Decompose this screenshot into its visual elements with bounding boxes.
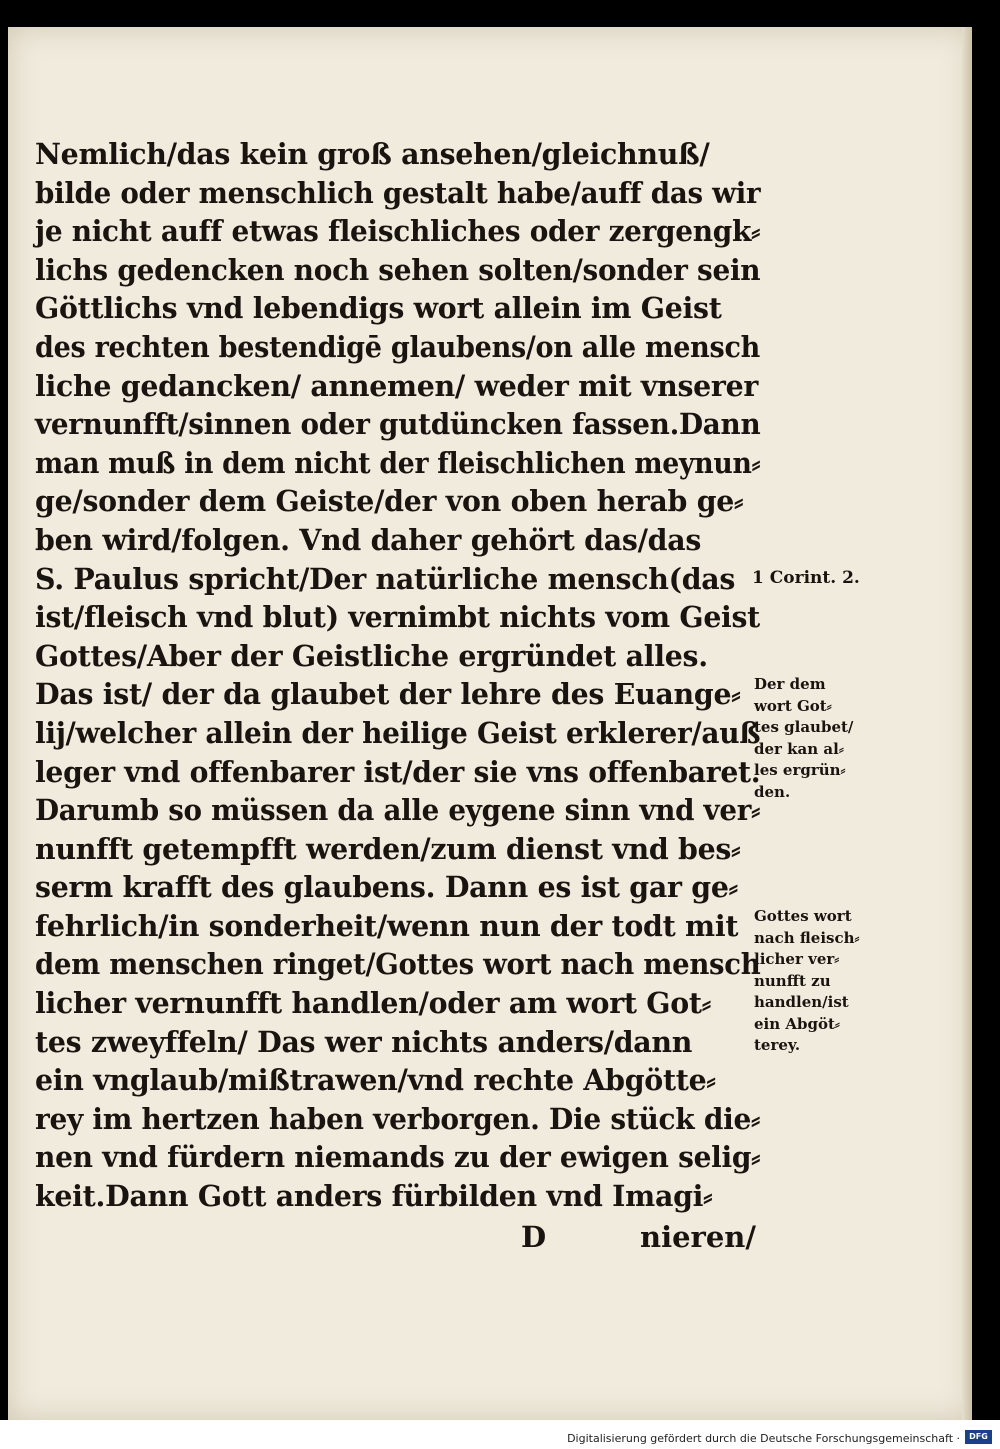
dfg-logo: DFG [965, 1430, 992, 1444]
marginal-note-line: nunfft zu [754, 971, 831, 990]
text-line: Nemlich/das kein groß ansehen/gleichnuß/ [35, 137, 710, 171]
text-line: Das ist/ der da glaubet der lehre des Euange⸗ [35, 677, 741, 712]
text-line: nen vnd fürdern niemands zu der ewigen selig⸗ [35, 1140, 761, 1175]
marginal-note-line: den. [754, 782, 791, 801]
text-line: lichs gedencken noch sehen solten/sonder sein [35, 252, 761, 287]
text-line: leger vnd offenbarer ist/der sie vns offenbaret. [35, 754, 761, 789]
text-line: Gottes/Aber der Geistliche ergründet alles. [35, 638, 708, 673]
marginal-reference: 1 Corint. 2. [752, 568, 860, 588]
text-line: lij/welcher allein der heilige Geist erklerer/auß [35, 715, 761, 750]
text-line: des rechten bestendigē glaubens/on alle mensch [35, 329, 761, 364]
marginal-note-line: handlen/ist [754, 993, 849, 1011]
text-line: ist/fleisch vnd blut) vernimbt nichts vom Geist [35, 600, 760, 635]
marginal-note-line: terey. [754, 1036, 801, 1054]
text-line: tes zweyffeln/ Das wer nichts anders/dann [35, 1024, 693, 1059]
text-line: Göttlichs vnd lebendigs wort allein im Geist [35, 291, 722, 326]
text-line: ge/sonder dem Geiste/der von oben herab ge⸗ [35, 484, 744, 519]
text-line: dem menschen ringet/Gottes wort nach mensch [35, 947, 761, 982]
marginal-note-line: ein Abgöt⸗ [754, 1014, 840, 1033]
catchword: nieren/ [640, 1220, 756, 1254]
funding-credit: Digitalisierung gefördert durch die Deutsche Forschungsgemeinschaft · [567, 1432, 960, 1445]
text-line: rey im hertzen haben verborgen. Die stück die⸗ [35, 1101, 761, 1136]
marginal-note-line: tes glaubet/ [754, 718, 854, 736]
footer-bar [0, 1420, 1000, 1449]
marginal-note-line: wort Got⸗ [754, 696, 832, 715]
text-line: Darumb so müssen da alle eygene sinn vnd ver⸗ [35, 793, 761, 828]
marginal-note-line: licher ver⸗ [754, 950, 840, 968]
marginal-note-line: der kan al⸗ [754, 739, 844, 758]
text-line: nunfft getempfft werden/zum dienst vnd bes⸗ [35, 831, 741, 866]
text-line: ben wird/folgen. Vnd daher gehört das/das [35, 522, 702, 557]
text-line: licher vernunfft handlen/oder am wort Got⸗ [35, 986, 711, 1021]
text-line: je nicht auff etwas fleischliches oder zergengk⸗ [35, 214, 761, 249]
text-line: bilde oder menschlich gestalt habe/auff das wir [35, 175, 761, 210]
text-line: S. Paulus spricht/Der natürliche mensch(das [35, 561, 736, 596]
marginal-note-line: nach fleisch⸗ [754, 928, 860, 947]
marginal-note-idolatry [754, 906, 860, 1057]
text-line: fehrlich/in sonderheit/wenn nun der todt mit [35, 908, 739, 943]
text-line: keit.Dann Gott anders fürbilden vnd Imagi⸗ [35, 1179, 713, 1214]
text-line: serm krafft des glaubens. Dann es ist gar ge⸗ [35, 870, 738, 905]
marginal-note-line: Gottes wort [754, 907, 852, 925]
signature-mark: D [521, 1220, 547, 1254]
text-line: man muß in dem nicht der fleischlichen meynun⸗ [35, 445, 761, 480]
text-line: ein vnglaub/mißtrawen/vnd rechte Abgötte⸗ [35, 1063, 716, 1098]
marginal-note-faith [754, 674, 853, 803]
page-edge [962, 27, 972, 1420]
text-line: liche gedancken/ annemen/ weder mit vnserer [35, 368, 759, 403]
main-text-block [35, 135, 775, 1216]
marginal-note-line: les ergrün⸗ [754, 761, 846, 779]
marginal-note-line: Der dem [754, 675, 826, 693]
text-line: vernunfft/sinnen oder gutdüncken fassen.Dann [35, 407, 761, 442]
